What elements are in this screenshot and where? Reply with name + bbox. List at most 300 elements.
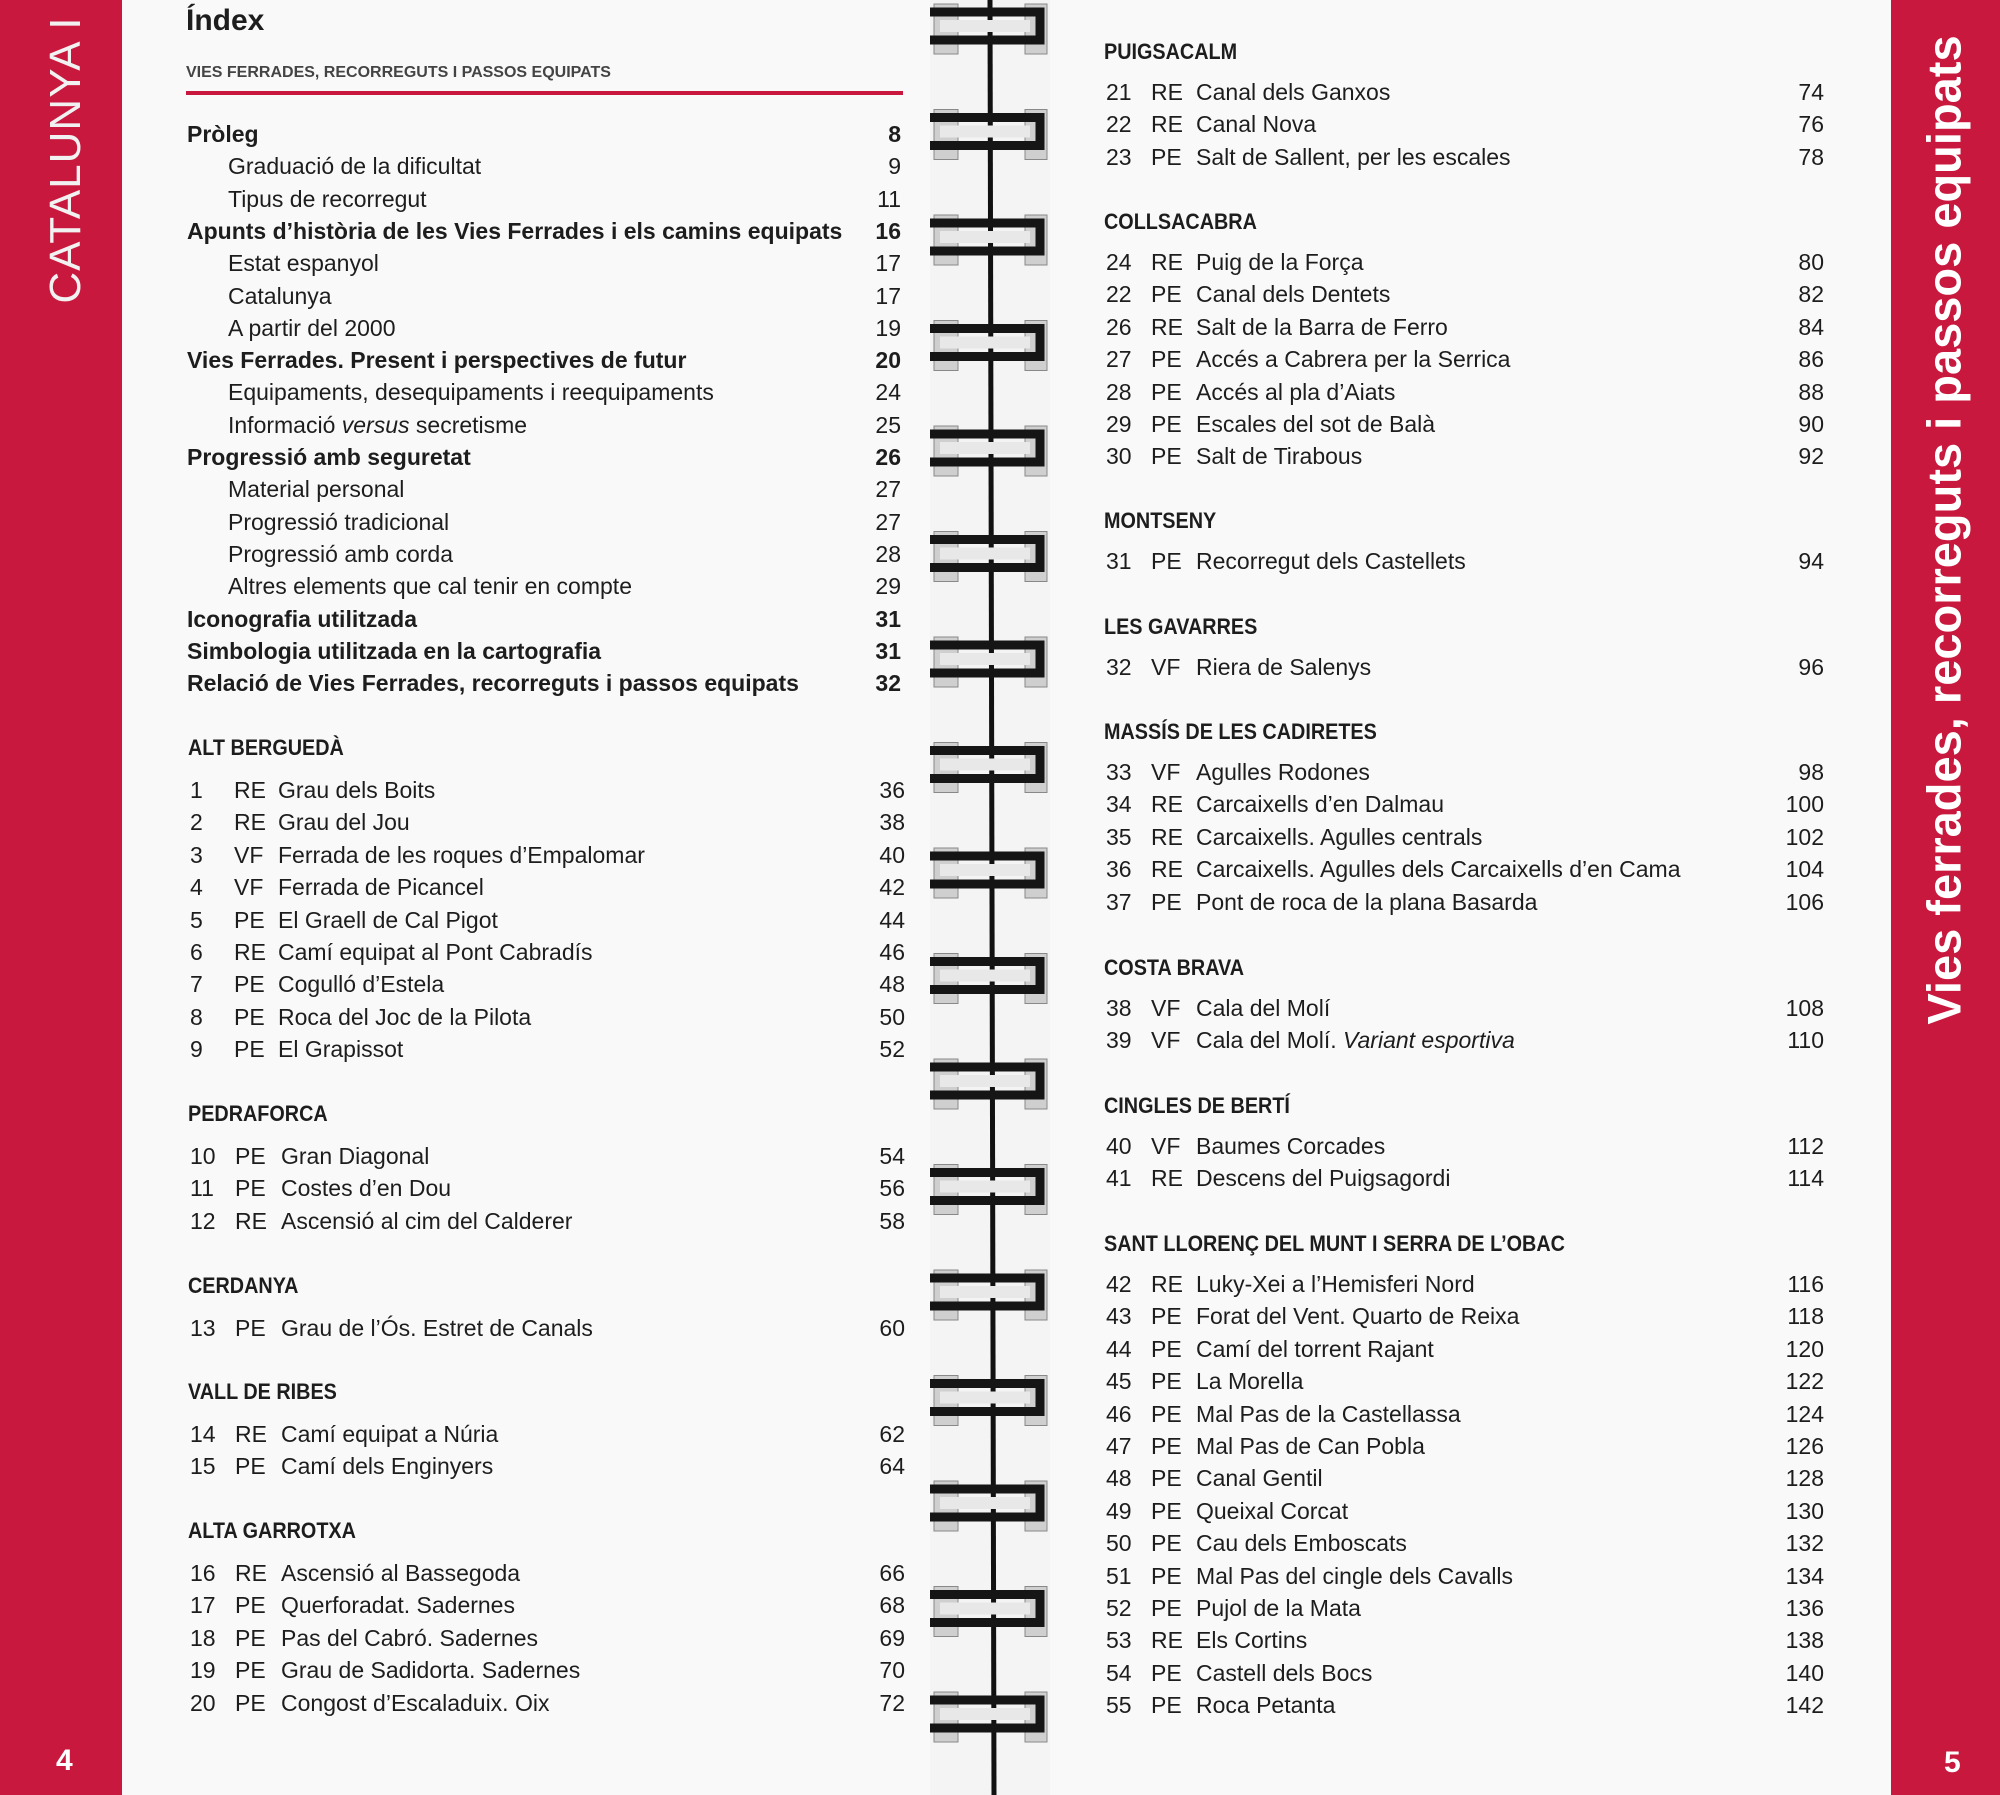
route-number: 3 — [190, 841, 203, 868]
route-type: PE — [235, 1592, 266, 1619]
route-page: 58 — [879, 1207, 905, 1234]
route-entry — [1104, 545, 1824, 577]
section-heading: MONTSENY — [1104, 508, 1217, 533]
route-type: VF — [1151, 654, 1181, 680]
toc-entry-title: Relació de Vies Ferrades, recorreguts i passos equipats — [187, 670, 799, 697]
route-entry — [188, 1001, 905, 1033]
route-number: 1 — [190, 777, 203, 803]
toc-entry-title: Catalunya — [228, 282, 332, 309]
route-type: RE — [1151, 1271, 1183, 1297]
route-name: Pujol de la Mata — [1196, 1595, 1361, 1621]
route-page: 52 — [879, 1036, 905, 1063]
route-name: Camí del torrent Rajant — [1196, 1335, 1434, 1362]
toc-entry-page: 20 — [875, 347, 901, 374]
route-entry — [188, 871, 905, 903]
route-name: Descens del Puigsagordi — [1196, 1165, 1451, 1192]
route-number: 12 — [190, 1207, 216, 1234]
route-number: 34 — [1106, 791, 1132, 818]
route-type: PE — [1151, 1562, 1182, 1589]
index-title: Índex — [186, 4, 265, 37]
route-name: Escales del sot de Balà — [1196, 411, 1436, 437]
route-page: 120 — [1785, 1335, 1824, 1362]
route-name: Salt de Tirabous — [1196, 443, 1363, 470]
route-number: 26 — [1106, 313, 1132, 340]
route-number: 5 — [190, 906, 203, 933]
toc-entry-page: 28 — [875, 540, 901, 567]
toc-entry-page: 31 — [875, 637, 901, 664]
route-type: RE — [1151, 249, 1183, 275]
route-number: 22 — [1106, 111, 1132, 138]
route-number: 50 — [1106, 1530, 1132, 1557]
route-name: Agulles Rodones — [1196, 759, 1370, 785]
route-name: Congost d’Escaladuix. Oix — [281, 1689, 550, 1716]
toc-entry-title: A partir del 2000 — [228, 314, 396, 341]
route-number: 7 — [190, 971, 203, 998]
route-page: 142 — [1785, 1692, 1824, 1719]
route-page: 48 — [879, 971, 905, 998]
route-page: 69 — [879, 1624, 905, 1651]
toc-entry — [228, 473, 901, 505]
route-name: Recorregut dels Castellets — [1196, 548, 1466, 574]
route-name: Mal Pas del cingle dels Cavalls — [1196, 1562, 1514, 1589]
route-entry — [1104, 1592, 1824, 1624]
route-type: VF — [1151, 1133, 1181, 1159]
route-entry — [1104, 246, 1824, 278]
route-number: 19 — [190, 1657, 216, 1684]
section-heading: MASSÍS DE LES CADIRETES — [1104, 719, 1377, 744]
route-type: PE — [1151, 1659, 1182, 1686]
toc-entry-title: Progressió tradicional — [228, 508, 450, 535]
route-type: RE — [234, 939, 266, 965]
route-name: Castell dels Bocs — [1196, 1659, 1373, 1686]
route-number: 23 — [1106, 143, 1132, 170]
route-type: VF — [234, 841, 264, 868]
route-page: 140 — [1785, 1659, 1824, 1686]
route-number: 36 — [1106, 856, 1132, 883]
route-entry — [1104, 1398, 1824, 1430]
toc-entry-page: 27 — [875, 476, 901, 503]
route-name: Ferrada de les roques d’Empalomar — [278, 841, 645, 868]
route-entry — [1104, 1462, 1824, 1494]
route-page: 42 — [879, 874, 905, 901]
route-type: PE — [1151, 1433, 1182, 1459]
route-type: RE — [1151, 823, 1183, 850]
toc-entry-page: 17 — [875, 250, 901, 277]
route-number: 51 — [1106, 1562, 1132, 1589]
left-page-number: 4 — [56, 1744, 73, 1777]
route-number: 39 — [1106, 1027, 1132, 1054]
route-type: VF — [1151, 759, 1181, 785]
left-spine-label: CATALUNYA I — [41, 16, 90, 304]
route-name: Baumes Corcades — [1196, 1133, 1386, 1159]
route-name: Grau del Jou — [278, 809, 410, 836]
route-entry — [1104, 821, 1824, 853]
route-number: 2 — [190, 809, 203, 836]
route-number: 20 — [190, 1689, 216, 1716]
index-subtitle: VIES FERRADES, RECORREGUTS I PASSOS EQUIPATS — [186, 64, 611, 81]
route-type: RE — [1151, 313, 1183, 340]
route-number: 30 — [1106, 443, 1132, 470]
route-type: RE — [1151, 791, 1183, 818]
route-page: 74 — [1798, 79, 1824, 105]
right-spine-label: Vies ferrades, recorreguts i passos equipats — [1917, 35, 1971, 1025]
route-name: Salt de la Barra de Ferro — [1196, 313, 1448, 340]
toc-entry-page: 16 — [875, 217, 901, 244]
route-entry — [1104, 311, 1824, 343]
route-number: 18 — [190, 1624, 216, 1651]
route-number: 9 — [190, 1036, 203, 1063]
route-entry — [1104, 1495, 1824, 1527]
route-entry — [1104, 1527, 1824, 1559]
route-name: Els Cortins — [1196, 1627, 1308, 1654]
route-type: RE — [235, 1207, 267, 1234]
route-name: Carcaixells. Agulles dels Carcaixells d’en Cama — [1196, 856, 1681, 883]
route-entry — [1104, 1365, 1824, 1397]
route-page: 132 — [1785, 1530, 1824, 1557]
toc-entry-title: Vies Ferrades. Present i perspectives de futur — [187, 347, 687, 374]
route-entry — [1104, 278, 1824, 310]
route-number: 15 — [190, 1453, 216, 1480]
toc-entry-page: 32 — [875, 670, 901, 697]
route-entry — [1104, 756, 1824, 788]
route-type: RE — [234, 777, 266, 803]
section-heading: ALT BERGUEDÀ — [188, 735, 344, 760]
route-page: 112 — [1787, 1133, 1824, 1159]
route-number: 37 — [1106, 888, 1132, 915]
route-name: El Grapissot — [278, 1036, 404, 1063]
route-page: 100 — [1785, 791, 1824, 818]
route-page: 76 — [1798, 111, 1824, 138]
route-entry — [188, 774, 905, 806]
toc-entry — [228, 183, 901, 215]
route-name: Queixal Corcat — [1196, 1497, 1349, 1524]
route-page: 134 — [1785, 1562, 1824, 1589]
route-entry — [188, 1654, 905, 1686]
route-page: 94 — [1798, 548, 1824, 574]
route-page: 110 — [1787, 1027, 1824, 1054]
right-page-number: 5 — [1944, 1746, 1961, 1779]
route-entry — [1104, 440, 1824, 472]
route-page: 66 — [879, 1560, 905, 1586]
route-type: PE — [1151, 281, 1182, 308]
toc-entry — [228, 409, 901, 441]
title-rule — [186, 91, 903, 95]
route-type: PE — [1151, 1335, 1182, 1362]
route-type: PE — [234, 1036, 265, 1063]
route-entry — [1104, 886, 1824, 918]
route-page: 124 — [1785, 1400, 1824, 1427]
toc-entry-title: Progressió amb seguretat — [187, 444, 471, 470]
route-type: RE — [1151, 856, 1183, 883]
route-page: 60 — [879, 1315, 905, 1341]
route-number: 6 — [190, 939, 203, 965]
route-page: 54 — [879, 1143, 905, 1169]
route-name: Ascensió al Bassegoda — [281, 1560, 521, 1586]
route-type: PE — [235, 1624, 266, 1651]
route-type: PE — [1151, 1368, 1182, 1395]
route-type: PE — [234, 971, 265, 998]
route-entry — [1104, 1657, 1824, 1689]
route-page: 128 — [1785, 1465, 1824, 1492]
route-type: RE — [1151, 79, 1183, 105]
route-entry — [1104, 1430, 1824, 1462]
route-page: 96 — [1798, 654, 1824, 680]
toc-entry-title: Pròleg — [187, 121, 259, 147]
section-heading: COLLSACABRA — [1104, 209, 1257, 234]
route-type: PE — [1151, 378, 1182, 405]
route-name: La Morella — [1196, 1368, 1304, 1395]
toc-entry-page: 8 — [888, 121, 901, 147]
toc-entry-title: Material personal — [228, 476, 405, 503]
spiral-binding — [930, 0, 1050, 1795]
toc-entry-title: Progressió amb corda — [228, 540, 453, 567]
route-page: 36 — [879, 777, 905, 803]
section-heading: CERDANYA — [188, 1273, 299, 1298]
toc-entry-page: 26 — [875, 444, 901, 470]
section-heading: PUIGSACALM — [1104, 39, 1238, 64]
route-name: Canal Nova — [1196, 111, 1317, 138]
route-type: PE — [1151, 1530, 1182, 1557]
route-type: PE — [1151, 1303, 1182, 1330]
route-page: 114 — [1787, 1165, 1824, 1192]
route-type: PE — [235, 1657, 266, 1684]
route-entry — [1104, 108, 1824, 140]
route-entry — [188, 1172, 905, 1204]
route-entry — [1104, 1268, 1824, 1300]
toc-entry-title: Iconografia utilitzada — [187, 605, 418, 632]
route-name: Roca del Joc de la Pilota — [278, 1003, 532, 1030]
route-entry — [188, 806, 905, 838]
route-name: Pas del Cabró. Sadernes — [281, 1624, 538, 1651]
route-type: PE — [1151, 888, 1182, 915]
toc-entry-title: Informació versus secretisme — [228, 411, 528, 438]
route-number: 46 — [1106, 1400, 1132, 1427]
route-page: 86 — [1798, 346, 1824, 373]
route-number: 41 — [1106, 1165, 1132, 1192]
route-page: 88 — [1798, 378, 1824, 405]
route-page: 50 — [879, 1003, 905, 1030]
route-page: 90 — [1798, 411, 1824, 437]
route-number: 29 — [1106, 411, 1132, 437]
route-type: RE — [1151, 111, 1183, 138]
route-number: 54 — [1106, 1659, 1132, 1686]
route-type: PE — [235, 1689, 266, 1716]
route-page: 62 — [879, 1421, 905, 1447]
toc-entry — [187, 441, 901, 473]
route-name: Roca Petanta — [1196, 1692, 1336, 1719]
route-page: 98 — [1798, 759, 1824, 785]
route-number: 4 — [190, 874, 203, 901]
route-entry — [188, 904, 905, 936]
route-entry — [1104, 376, 1824, 408]
route-name: Riera de Salenys — [1196, 654, 1372, 680]
route-page: 108 — [1785, 995, 1824, 1021]
route-number: 43 — [1106, 1303, 1132, 1330]
route-number: 8 — [190, 1003, 203, 1030]
route-number: 13 — [190, 1315, 216, 1341]
route-type: RE — [234, 809, 266, 836]
route-type: PE — [1151, 443, 1182, 470]
route-entry — [188, 1622, 905, 1654]
route-number: 35 — [1106, 823, 1132, 850]
route-page: 82 — [1798, 281, 1824, 308]
route-entry — [1104, 408, 1824, 440]
route-number: 42 — [1106, 1271, 1132, 1297]
route-entry — [188, 839, 905, 871]
route-type: PE — [235, 1315, 266, 1341]
route-type: VF — [1151, 1027, 1181, 1054]
route-type: VF — [234, 874, 264, 901]
toc-entry-title: Equipaments, desequipaments i reequipaments — [228, 379, 714, 406]
route-number: 14 — [190, 1421, 216, 1447]
toc-entry-page: 29 — [875, 573, 901, 600]
route-number: 16 — [190, 1560, 216, 1586]
route-entry — [188, 936, 905, 968]
route-entry — [1104, 141, 1824, 173]
toc-entry — [228, 538, 901, 570]
section-heading: PEDRAFORCA — [188, 1101, 328, 1126]
route-page: 56 — [879, 1175, 905, 1202]
route-page: 126 — [1785, 1433, 1824, 1459]
section-heading: SANT LLORENÇ DEL MUNT I SERRA DE L’OBAC — [1104, 1231, 1565, 1256]
route-number: 22 — [1106, 281, 1132, 308]
route-entry — [1104, 651, 1824, 683]
route-name: Ascensió al cim del Calderer — [281, 1207, 573, 1234]
toc-entry-page: 19 — [875, 314, 901, 341]
route-type: PE — [1151, 1692, 1182, 1719]
toc-entry-title: Graduació de la dificultat — [228, 153, 482, 180]
route-entry — [188, 1418, 905, 1450]
route-number: 53 — [1106, 1627, 1132, 1654]
route-type: PE — [234, 906, 265, 933]
toc-entry — [187, 344, 901, 376]
route-entry — [1104, 1560, 1824, 1592]
route-number: 45 — [1106, 1368, 1132, 1395]
route-name: Pont de roca de la plana Basarda — [1196, 888, 1538, 915]
route-number: 28 — [1106, 378, 1132, 405]
route-page: 102 — [1785, 823, 1824, 850]
route-entry — [188, 1450, 905, 1482]
route-page: 72 — [879, 1689, 905, 1716]
route-name: Carcaixells d’en Dalmau — [1196, 791, 1444, 818]
route-number: 33 — [1106, 759, 1132, 785]
route-number: 11 — [190, 1175, 214, 1202]
route-name: Costes d’en Dou — [281, 1175, 452, 1202]
route-name: Accés a Cabrera per la Serrica — [1196, 346, 1511, 373]
route-type: RE — [235, 1421, 267, 1447]
route-type: RE — [1151, 1165, 1183, 1192]
toc-entry-title: Tipus de recorregut — [228, 185, 427, 212]
route-page: 122 — [1785, 1368, 1824, 1395]
route-page: 118 — [1787, 1303, 1824, 1330]
route-entry — [1104, 1300, 1824, 1332]
toc-entry-page: 11 — [877, 185, 901, 212]
route-number: 27 — [1106, 346, 1132, 373]
route-entry — [188, 1033, 905, 1065]
route-type: PE — [1151, 1595, 1182, 1621]
route-name: Salt de Sallent, per les escales — [1196, 143, 1511, 170]
route-name: Mal Pas de la Castellassa — [1196, 1400, 1461, 1427]
route-entry — [188, 1557, 905, 1589]
route-name: Querforadat. Sadernes — [281, 1592, 515, 1619]
route-type: PE — [235, 1143, 266, 1169]
route-name: Camí equipat al Pont Cabradís — [278, 939, 593, 965]
toc-entry-page: 25 — [875, 411, 901, 438]
toc-entry-title: Simbologia utilitzada en la cartografia — [187, 637, 602, 664]
route-number: 17 — [190, 1592, 216, 1619]
route-page: 68 — [879, 1592, 905, 1619]
route-type: PE — [1151, 1497, 1182, 1524]
route-page: 80 — [1798, 249, 1824, 275]
route-page: 92 — [1798, 443, 1824, 470]
route-page: 116 — [1787, 1271, 1824, 1297]
route-number: 38 — [1106, 995, 1132, 1021]
toc-entry-title: Apunts d’història de les Vies Ferrades i els camins equipats — [187, 217, 843, 244]
route-name: Camí equipat a Núria — [281, 1421, 499, 1447]
route-page: 138 — [1785, 1627, 1824, 1654]
route-name: Grau de l’Ós. Estret de Canals — [281, 1315, 593, 1341]
route-name: Carcaixells. Agulles centrals — [1196, 823, 1483, 850]
toc-entry-page: 24 — [875, 379, 901, 406]
toc-entry — [187, 215, 901, 247]
route-name: Canal dels Ganxos — [1196, 79, 1391, 105]
route-number: 48 — [1106, 1465, 1132, 1492]
route-entry — [1104, 1689, 1824, 1721]
route-entry — [1104, 1162, 1824, 1194]
route-name: Grau dels Boits — [278, 777, 436, 803]
route-name: Mal Pas de Can Pobla — [1196, 1433, 1425, 1459]
toc-entry-page: 9 — [888, 153, 901, 180]
route-entry — [1104, 343, 1824, 375]
route-type: VF — [1151, 995, 1181, 1021]
section-heading: CINGLES DE BERTÍ — [1104, 1093, 1290, 1118]
route-page: 46 — [879, 939, 905, 965]
route-number: 31 — [1106, 548, 1132, 574]
route-entry — [188, 1205, 905, 1237]
route-number: 24 — [1106, 249, 1132, 275]
route-type: PE — [1151, 346, 1182, 373]
route-name: Gran Diagonal — [281, 1143, 430, 1169]
route-entry — [188, 968, 905, 1000]
section-heading: ALTA GARROTXA — [188, 1518, 356, 1543]
route-name: Canal dels Dentets — [1196, 281, 1391, 308]
route-entry — [1104, 788, 1824, 820]
route-name: Puig de la Força — [1196, 249, 1364, 275]
route-number: 32 — [1106, 654, 1132, 680]
route-name: Cogulló d’Estela — [278, 971, 445, 998]
route-number: 52 — [1106, 1595, 1132, 1621]
route-page: 70 — [879, 1657, 905, 1684]
route-entry — [188, 1140, 905, 1172]
route-type: PE — [1151, 548, 1182, 574]
route-name: Cau dels Emboscats — [1196, 1530, 1407, 1557]
route-number: 49 — [1106, 1497, 1132, 1524]
route-type: RE — [1151, 1627, 1183, 1654]
route-entry — [1104, 853, 1824, 885]
toc-entry-page: 17 — [875, 282, 901, 309]
route-name: Luky-Xei a l’Hemisferi Nord — [1196, 1271, 1475, 1297]
route-name: Cala del Molí — [1196, 995, 1331, 1021]
toc-entry-page: 31 — [875, 605, 901, 632]
route-name: El Graell de Cal Pigot — [278, 906, 498, 933]
route-entry — [188, 1589, 905, 1621]
route-page: 130 — [1785, 1497, 1824, 1524]
route-number: 44 — [1106, 1335, 1132, 1362]
route-name: Ferrada de Picancel — [278, 874, 484, 901]
toc-entry-title: Estat espanyol — [228, 250, 379, 277]
section-heading: COSTA BRAVA — [1104, 955, 1245, 980]
toc-entry — [187, 667, 901, 699]
